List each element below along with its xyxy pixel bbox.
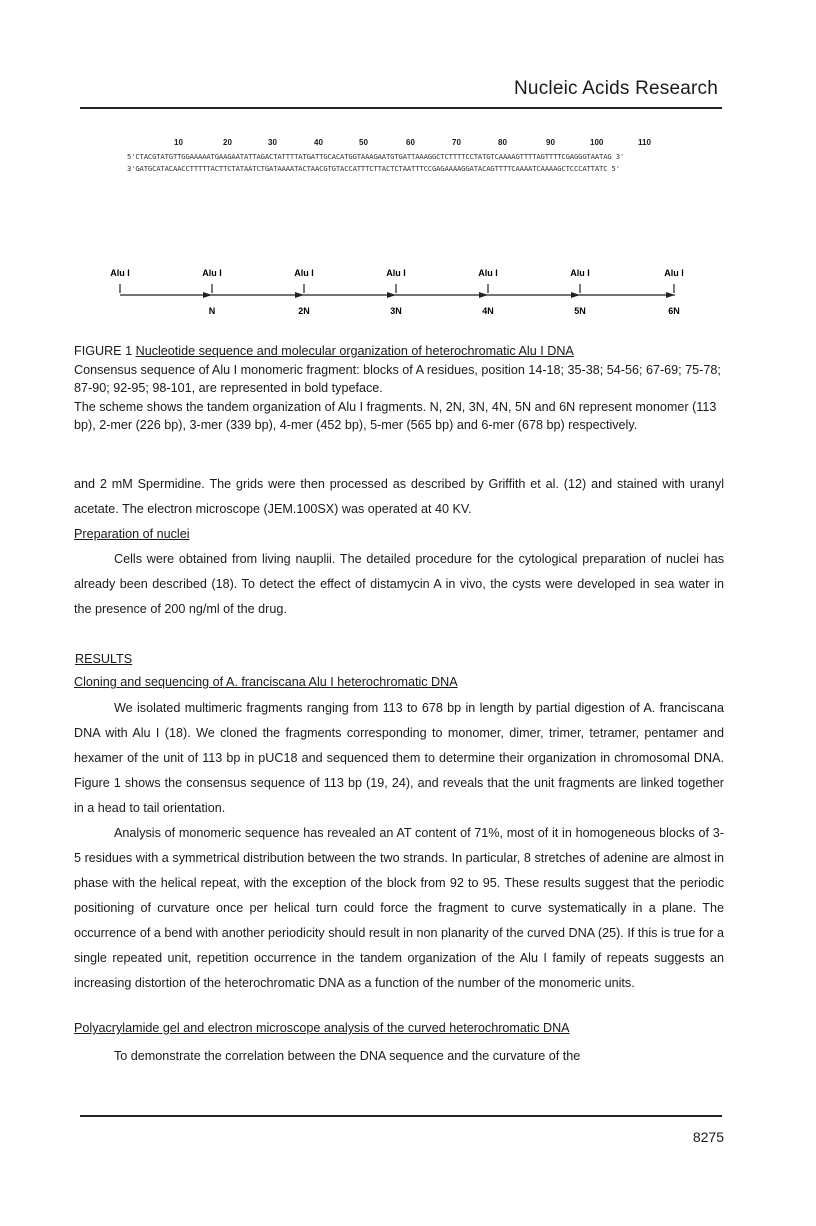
fragment-label: N: [208, 306, 216, 316]
seq-number: 80: [498, 138, 507, 147]
nuclei-section: [74, 547, 724, 622]
seq-number: 10: [174, 138, 183, 147]
fragment-label: 5N: [574, 306, 586, 316]
fragment-label: 2N: [298, 306, 310, 316]
sequence-position-numbers: [128, 138, 728, 152]
paragraph: We isolated multimeric fragments ranging from 113 to 678 bp in length by partial digestion of A. franciscana DNA with Alu I (18). We cloned the fragments corresponding to monomer, dimer, trimer, tetramer, pentamer and hexamer of the unit of 113 bp in pUC18 and sequenced them to determine their organization in chromosomal DNA. Figure 1 shows the consensus sequence of 113 bp (19, 24), and reveals that the unit fragments are linked together in a head to tail orientation.: [74, 701, 724, 815]
analysis-section: [74, 821, 724, 996]
polyacrylamide-section: [74, 1044, 724, 1069]
header-rule: [80, 107, 722, 109]
section-heading-polyacrylamide: Polyacrylamide gel and electron microscope analysis of the curved heterochromatic DNA: [74, 1021, 570, 1035]
paragraph: and 2 mM Spermidine. The grids were then processed as described by Griffith et al. (12) and stained with uranyl acetate. The electron microscope (JEM.100SX) was operated at 40 KV.: [74, 477, 724, 516]
seq-number: 20: [223, 138, 232, 147]
alu-site: [110, 268, 130, 293]
caption-prefix: FIGURE 1: [74, 344, 133, 358]
alu-site: [478, 268, 498, 298]
section-heading-nuclei: Preparation of nuclei: [74, 527, 190, 541]
cloning-section: [74, 696, 724, 821]
alu-site: [294, 268, 314, 298]
tandem-organization-scheme: [100, 262, 720, 322]
seq-number: 90: [546, 138, 555, 147]
sequence-bottom-strand: 3'GATGCATACAACCTTTTTACTTCTATAATCTGATAAAATACTAACGTGTACCATTTCTTACTCTAATTTCCGAGAAAAGGATACAGTTTTCAAAATCAAAAGCTCCCATTATC 5': [127, 164, 620, 173]
svg-text:Alu I: Alu I: [664, 268, 684, 278]
seq-number: 30: [268, 138, 277, 147]
svg-text:Alu I: Alu I: [386, 268, 406, 278]
alu-site: [664, 268, 684, 298]
caption-line: Consensus sequence of Alu I monomeric fragment: blocks of A residues, position 14-18; 35-38; 54-56; 67-69; 75-78; 87-90; 92-95; 98-101, are represented in bold typeface.: [74, 362, 721, 396]
svg-text:Alu I: Alu I: [110, 268, 130, 278]
svg-text:Alu I: Alu I: [202, 268, 222, 278]
page-number: 8275: [692, 1129, 724, 1145]
sequence-top-strand: 5'CTACGTATGTTGGAAAAATGAAGAATATTAGACTATTTTATGATTGCACATGGTAAAGAATGTGATTAAAGGCTCTTTTCCTATGTCAAAAGTTTTAGTTTTCGAGGGTAATAG 3': [127, 152, 625, 161]
fragment-label: 4N: [482, 306, 494, 316]
seq-number: 100: [590, 138, 604, 147]
seq-number: 50: [359, 138, 368, 147]
seq-number: 70: [452, 138, 461, 147]
fragment-label: 3N: [390, 306, 402, 316]
svg-text:Alu I: Alu I: [478, 268, 498, 278]
results-heading: RESULTS: [75, 652, 133, 666]
section-heading-cloning: Cloning and sequencing of A. franciscana Alu I heterochromatic DNA: [74, 675, 458, 689]
fragment-label: 6N: [668, 306, 680, 316]
caption-title: Nucleotide sequence and molecular organization of heterochromatic Alu I DNA: [135, 344, 574, 358]
methods-continuation: [74, 472, 724, 522]
seq-number: 110: [638, 138, 651, 147]
alu-site: [570, 268, 590, 298]
alu-site: [202, 268, 222, 298]
paragraph: Analysis of monomeric sequence has revealed an AT content of 71%, most of it in homogeneous blocks of 3-5 residues with a symmetrical distribution between the two strands. In particular, 8 stretches of adenine are almost in phase with the helical repeat, with the exception of the block from 92 to 95. These results suggest that the periodic positioning of curvature once per helical turn could force the fragment to curve systematically in a plane. The occurrence of a bend with another periodicity should result in non planarity of the curved DNA (25). If this is true for a single repeated unit, repetition occurrence in the tandem organization of the Alu I family of repeats suggests an increasing distortion of the heterochromatic DNA as a function of the number of the monomeric units.: [74, 826, 724, 990]
alu-site: [386, 268, 406, 298]
seq-number: 40: [314, 138, 323, 147]
svg-text:Alu I: Alu I: [570, 268, 590, 278]
footer-rule: [80, 1115, 722, 1117]
caption-line: The scheme shows the tandem organization of Alu I fragments. N, 2N, 3N, 4N, 5N and 6N represent monomer (113 bp), 2-mer (226 bp), 3-mer (339 bp), 4-mer (452 bp), 5-mer (565 bp) and 6-mer (678 bp) respectively.: [74, 399, 717, 433]
paragraph: To demonstrate the correlation between the DNA sequence and the curvature of the: [114, 1049, 581, 1063]
seq-number: 60: [406, 138, 415, 147]
figure-caption: [74, 342, 724, 435]
svg-text:Alu I: Alu I: [294, 268, 314, 278]
journal-title: Nucleic Acids Research: [514, 78, 718, 99]
paragraph: Cells were obtained from living nauplii. The detailed procedure for the cytological preparation of nuclei has already been described (18). To detect the effect of distamycin A in vivo, the cysts were developed in sea water in the presence of 200 ng/ml of the drug.: [74, 552, 724, 616]
